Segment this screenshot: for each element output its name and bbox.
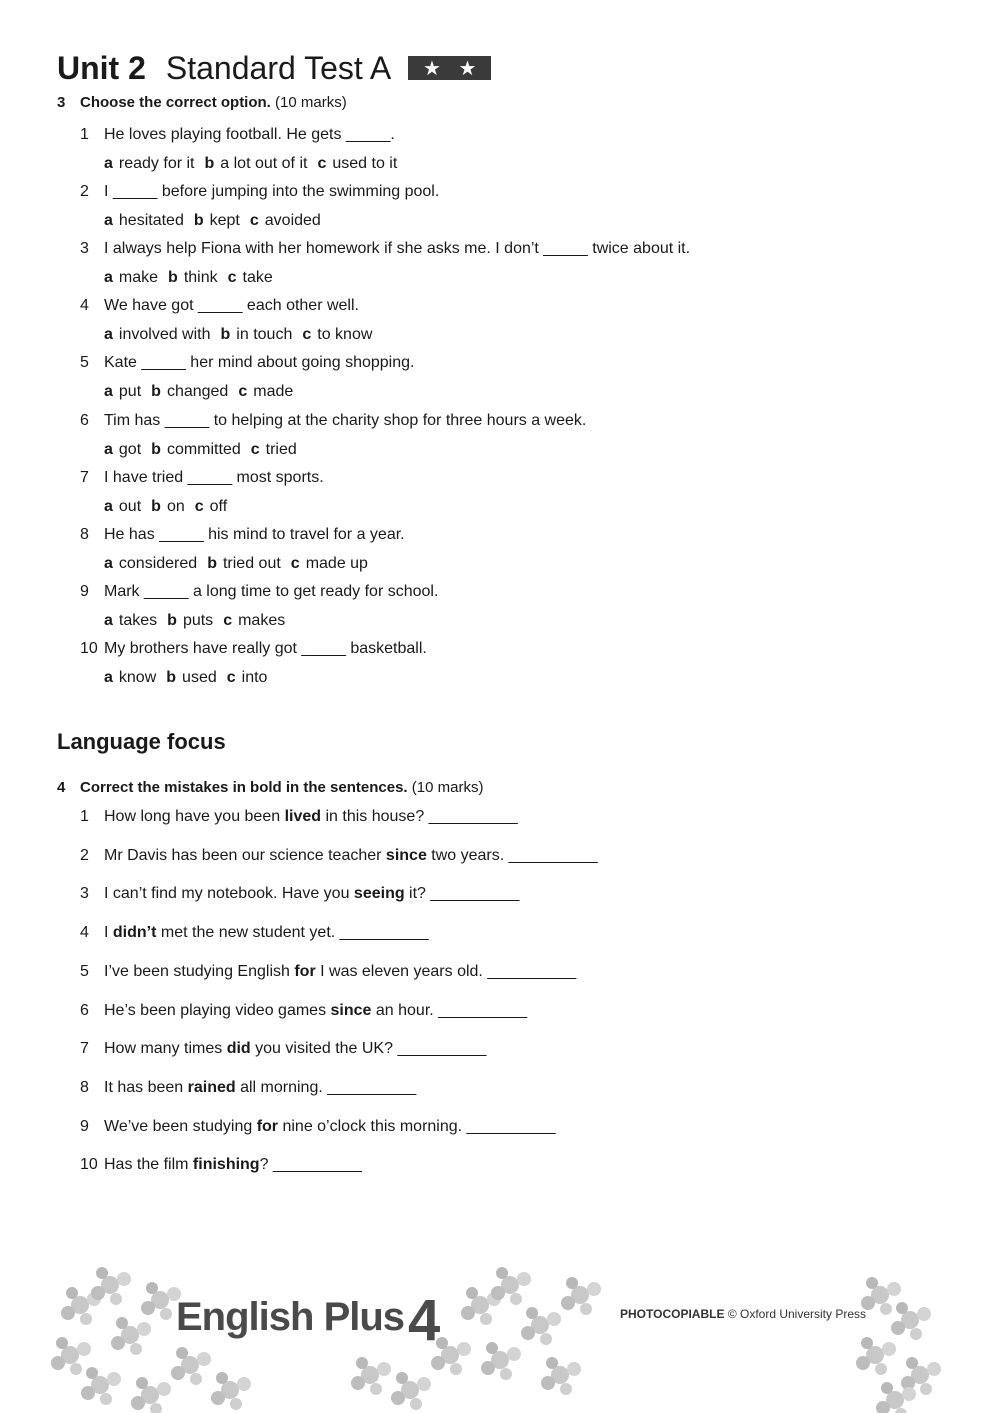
correction-row xyxy=(80,885,519,903)
sentence-start: We’ve been studying xyxy=(104,1117,257,1135)
question-row xyxy=(80,412,586,430)
option-letter: c xyxy=(249,212,259,230)
sentence-end-with-blank[interactable]: I was eleven years old. __________ xyxy=(315,962,577,980)
question-number: 8 xyxy=(80,525,89,543)
option-letter: b xyxy=(193,212,204,230)
option-letter: c xyxy=(250,440,260,458)
option-letter: c xyxy=(194,497,204,515)
section-4-instruction xyxy=(57,779,483,796)
sentence-end-with-blank[interactable]: it? __________ xyxy=(404,885,520,903)
question-number: 5 xyxy=(80,354,89,372)
question-row xyxy=(80,526,405,544)
mistake-word: since xyxy=(330,1001,372,1019)
option-text[interactable]: to know xyxy=(317,326,373,344)
option-letter: c xyxy=(317,155,327,172)
option-text[interactable]: committed xyxy=(166,440,241,458)
correction-row xyxy=(80,808,518,826)
question-number: 8 xyxy=(80,1078,89,1096)
brand-level-number: 4 xyxy=(408,1288,441,1353)
option-letter: a xyxy=(104,497,113,515)
instruction-text: Correct the mistakes in bold in the sentences. xyxy=(80,779,408,796)
question-text: We have got _____ each other well. xyxy=(104,297,359,315)
sentence-start: Mr Davis has been our science teacher xyxy=(104,846,386,864)
question-number: 9 xyxy=(80,1117,89,1135)
question-number: 4 xyxy=(80,297,89,315)
sentence-end-with-blank[interactable]: an hour. __________ xyxy=(371,1001,528,1019)
sentence-end-with-blank[interactable]: two years. __________ xyxy=(426,846,598,864)
star-icon: ★ xyxy=(458,57,477,80)
option-letter: c xyxy=(226,668,236,686)
correction-row xyxy=(80,963,576,981)
option-text[interactable]: got xyxy=(118,440,142,458)
option-text[interactable]: kept xyxy=(209,212,240,230)
difficulty-stars xyxy=(408,56,491,80)
question-row xyxy=(80,469,324,487)
brand-logo: English Plus xyxy=(176,1295,405,1339)
correction-row xyxy=(80,1040,486,1058)
question-text: I _____ before jumping into the swimming pool. xyxy=(104,183,440,201)
correction-row xyxy=(80,847,598,865)
sentence-start: He’s been playing video games xyxy=(104,1001,331,1019)
option-letter: b xyxy=(220,326,231,344)
option-text[interactable]: hesitated xyxy=(118,212,184,230)
question-number: 7 xyxy=(80,1040,89,1058)
mistake-word: seeing xyxy=(353,885,405,903)
question-text: He loves playing football. He gets _____. xyxy=(104,126,395,143)
option-text[interactable]: on xyxy=(166,497,185,515)
photocopiable-label: PHOTOCOPIABLE xyxy=(620,1307,725,1321)
publisher-label: © Oxford University Press xyxy=(727,1307,867,1321)
question-row xyxy=(80,240,690,258)
sentence-start: How long have you been xyxy=(104,808,285,825)
option-text[interactable]: avoided xyxy=(264,212,321,230)
test-label: Standard Test A xyxy=(165,49,392,86)
option-text[interactable]: puts xyxy=(182,611,214,629)
question-row xyxy=(80,354,414,372)
question-number: 7 xyxy=(80,468,89,486)
unit-label: Unit 2 xyxy=(57,49,146,86)
sentence-start: I can’t find my notebook. Have you xyxy=(104,885,354,903)
answer-options xyxy=(104,612,295,630)
option-text[interactable]: a lot out of it xyxy=(220,155,308,172)
sentence-end-with-blank[interactable]: you visited the UK? __________ xyxy=(250,1040,487,1058)
marks-label: (10 marks) xyxy=(275,94,347,111)
option-text[interactable]: in touch xyxy=(236,326,293,344)
option-letter: a xyxy=(104,212,113,230)
sentence-start: I xyxy=(104,924,113,942)
option-text[interactable]: take xyxy=(242,269,273,287)
star-icon: ★ xyxy=(423,57,441,80)
question-text: Kate _____ her mind about going shopping. xyxy=(104,354,415,372)
marks-label: (10 marks) xyxy=(411,779,484,796)
question-number: 6 xyxy=(80,411,89,429)
answer-options xyxy=(104,441,307,459)
question-row xyxy=(80,583,438,601)
option-letter: b xyxy=(207,554,217,572)
mistake-word: finishing xyxy=(192,1156,260,1174)
option-letter: c xyxy=(227,269,237,287)
option-text[interactable]: made up xyxy=(305,554,368,572)
section-heading: Language focus xyxy=(57,729,226,754)
option-text[interactable]: tried out xyxy=(222,554,281,572)
option-letter: b xyxy=(151,440,161,458)
footer-pattern xyxy=(0,1265,1000,1413)
option-text[interactable]: takes xyxy=(118,611,158,629)
option-text[interactable]: into xyxy=(241,668,268,686)
option-letter: a xyxy=(104,440,113,458)
option-text[interactable]: involved with xyxy=(118,326,211,344)
pattern-cluster-left xyxy=(51,1267,251,1413)
option-letter: a xyxy=(104,668,113,686)
mistake-word: since xyxy=(385,846,427,864)
sentence-start: Has the film xyxy=(104,1156,193,1174)
option-letter: a xyxy=(104,269,113,287)
question-row xyxy=(80,640,427,658)
option-letter: b xyxy=(151,497,161,515)
sentence-start: I’ve been studying English xyxy=(104,962,295,980)
option-letter: a xyxy=(104,326,113,344)
question-number: 2 xyxy=(80,183,89,201)
mistake-word: did xyxy=(226,1040,251,1058)
answer-options xyxy=(104,498,237,516)
option-text[interactable]: ready for it xyxy=(118,155,195,172)
answer-options xyxy=(104,555,378,573)
footer xyxy=(0,1265,1000,1413)
page-title xyxy=(57,44,491,92)
pattern-cluster-right xyxy=(856,1277,941,1413)
sentence-start: How many times xyxy=(104,1040,227,1058)
option-text[interactable]: made xyxy=(253,383,294,401)
question-number: 3 xyxy=(80,885,89,903)
instruction-text: Choose the correct option. xyxy=(80,94,271,111)
question-text: My brothers have really got _____ basketball. xyxy=(104,639,427,657)
question-row xyxy=(80,297,359,315)
copyright-line xyxy=(620,1307,866,1321)
option-letter: c xyxy=(290,554,300,572)
section-number: 4 xyxy=(57,779,66,796)
option-letter: b xyxy=(204,155,215,172)
option-text[interactable]: makes xyxy=(238,611,286,629)
question-number: 1 xyxy=(80,126,89,143)
option-letter: c xyxy=(238,383,248,401)
question-number: 5 xyxy=(80,962,89,980)
option-letter: a xyxy=(104,155,113,172)
question-number: 9 xyxy=(80,582,89,600)
correction-row xyxy=(80,1002,527,1020)
sentence-end-with-blank[interactable]: ? __________ xyxy=(259,1156,362,1174)
correction-row xyxy=(80,1118,556,1136)
option-text[interactable]: tried xyxy=(265,440,297,458)
question-text: He has _____ his mind to travel for a year. xyxy=(104,525,405,543)
answer-options xyxy=(104,269,283,287)
option-letter: b xyxy=(167,611,177,629)
option-text[interactable]: make xyxy=(118,269,159,287)
sentence-start: It has been xyxy=(104,1078,188,1096)
question-number: 2 xyxy=(80,846,89,864)
option-letter: b xyxy=(166,668,177,686)
option-letter: a xyxy=(104,554,113,572)
question-text: I always help Fiona with her homework if she asks me. I don’t _____ twice about it. xyxy=(104,240,691,258)
question-text: I have tried _____ most sports. xyxy=(104,468,324,486)
answer-options xyxy=(104,212,331,230)
question-row xyxy=(80,126,395,144)
mistake-word: rained xyxy=(187,1078,236,1096)
mistake-word: for xyxy=(256,1117,279,1135)
section-number: 3 xyxy=(57,94,66,111)
mistake-word: didn’t xyxy=(112,924,157,942)
option-text[interactable]: think xyxy=(183,269,218,287)
option-text[interactable]: know xyxy=(118,668,157,686)
option-letter: a xyxy=(104,383,113,401)
option-letter: b xyxy=(168,269,178,287)
sentence-end-with-blank[interactable]: all morning. __________ xyxy=(235,1078,417,1096)
question-number: 1 xyxy=(80,808,89,825)
correction-row xyxy=(80,924,429,942)
mistake-word: for xyxy=(294,962,316,980)
question-number: 10 xyxy=(80,639,98,657)
question-text: Mark _____ a long time to get ready for school. xyxy=(104,582,439,600)
question-row xyxy=(80,183,439,201)
sentence-end-with-blank[interactable]: met the new student yet. __________ xyxy=(156,924,429,942)
question-number: 10 xyxy=(80,1156,98,1174)
option-text[interactable]: out xyxy=(118,497,142,515)
sentence-end-with-blank[interactable]: nine o’clock this morning. __________ xyxy=(278,1117,556,1135)
option-letter: b xyxy=(151,383,161,401)
answer-options xyxy=(104,669,277,687)
question-text: Tim has _____ to helping at the charity shop for three hours a week. xyxy=(104,411,587,429)
option-letter: c xyxy=(223,611,233,629)
question-number: 3 xyxy=(80,240,89,258)
option-text[interactable]: used to it xyxy=(332,155,398,172)
correction-row xyxy=(80,1156,362,1174)
option-text[interactable]: put xyxy=(118,383,142,401)
answer-options xyxy=(104,326,382,344)
option-text[interactable]: used xyxy=(182,668,217,686)
correction-row xyxy=(80,1079,416,1097)
question-number: 4 xyxy=(80,924,89,942)
answer-options xyxy=(104,155,407,173)
mistake-word: lived xyxy=(284,808,322,825)
option-letter: a xyxy=(104,611,113,629)
option-letter: c xyxy=(302,326,312,344)
option-text[interactable]: considered xyxy=(118,554,198,572)
option-text[interactable]: changed xyxy=(166,383,229,401)
answer-options xyxy=(104,383,303,401)
section-3-instruction xyxy=(57,94,347,111)
question-number: 6 xyxy=(80,1001,89,1019)
option-text[interactable]: off xyxy=(209,497,228,515)
sentence-end-with-blank[interactable]: in this house? __________ xyxy=(321,808,518,825)
